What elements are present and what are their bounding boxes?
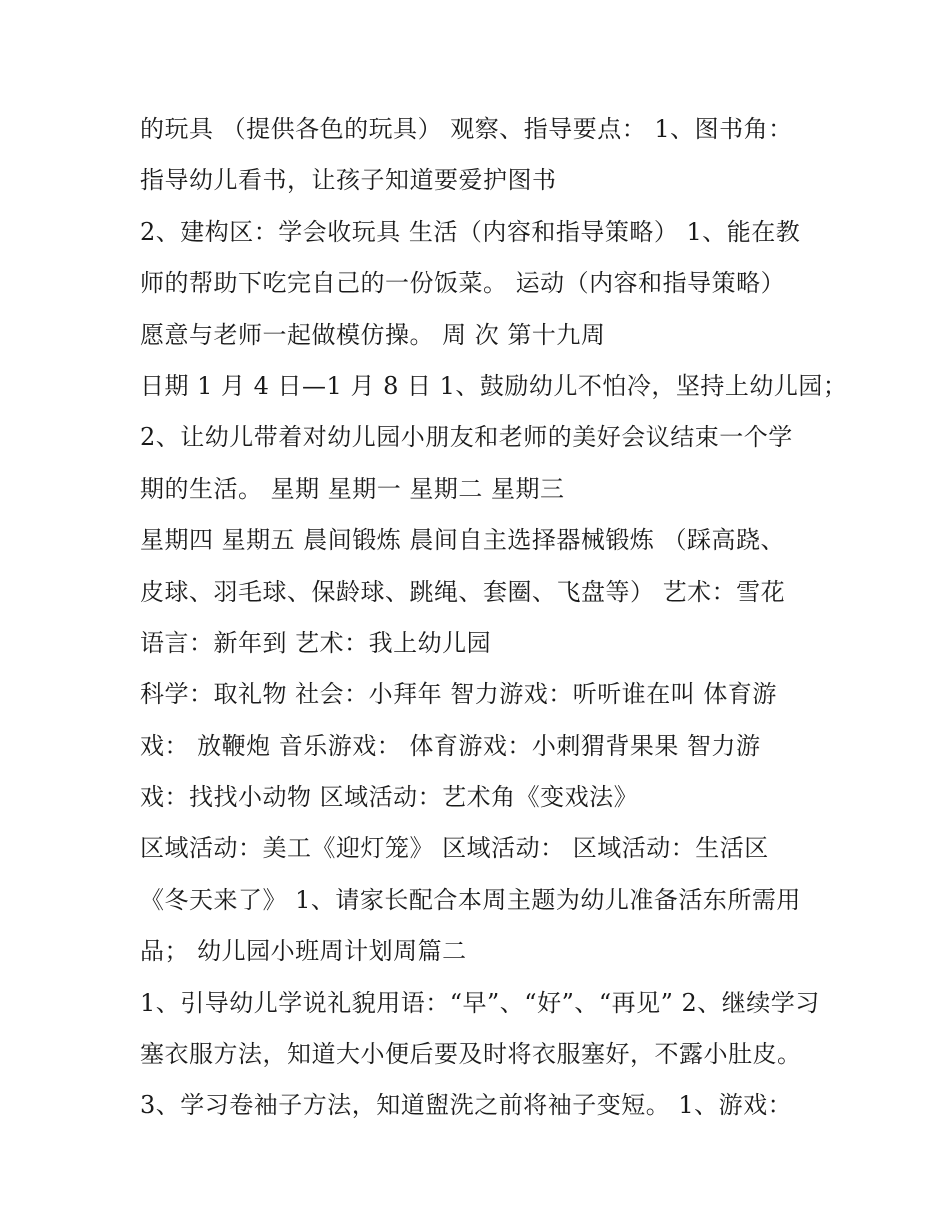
text-line: 《冬天来了》 1、请家长配合本周主题为幼儿准备活东所需用	[140, 885, 801, 914]
text-line: 指导幼儿看书，让孩子知道要爱护图书	[140, 166, 557, 195]
text-line: 1、引导幼儿学说礼貌用语：“早”、“好”、“再见” 2、继续学习	[140, 988, 820, 1017]
text-line: 2、让幼儿带着对幼儿园小朋友和老师的美好会议结束一个学	[140, 423, 793, 452]
text-line: 塞衣服方法，知道大小便后要及时将衣服塞好，不露小肚皮。	[140, 1040, 802, 1069]
text-line: 区域活动：美工《迎灯笼》 区域活动： 区域活动：生活区	[140, 834, 769, 863]
text-line: 愿意与老师一起做模仿操。 周 次 第十九周	[140, 320, 606, 349]
text-line: 的玩具 （提供各色的玩具） 观察、指导要点： 1、图书角：	[140, 115, 793, 143]
text-line: 师的帮助下吃完自己的一份饭菜。 运动（内容和指导策略）	[140, 269, 786, 298]
text-line: 2、建构区：学会收玩具 生活（内容和指导策略） 1、能在教	[140, 217, 801, 246]
document-body	[140, 104, 848, 1132]
text-line: 皮球、羽毛球、保龄球、跳绳、套圈、飞盘等） 艺术：雪花	[140, 577, 786, 606]
text-line: 期的生活。 星期 星期一 星期二 星期三	[140, 474, 565, 503]
text-line: 星期四 星期五 晨间锻炼 晨间自主选择器械锻炼 （踩高跷、	[140, 526, 786, 555]
text-line: 戏：找找小动物 区域活动：艺术角《变戏法》	[140, 783, 639, 812]
text-line: 语言：新年到 艺术：我上幼儿园	[140, 628, 492, 657]
text-line: 科学：取礼物 社会：小拜年 智力游戏：听听谁在叫 体育游	[140, 680, 777, 709]
text-line: 3、学习卷袖子方法，知道盥洗之前将袖子变短。 1、游戏：	[140, 1091, 793, 1120]
text-line: 品； 幼儿园小班周计划周篇二	[140, 937, 467, 966]
text-line: 日期 1 月 4 日—1 月 8 日 1、鼓励幼儿不怕冷，坚持上幼儿园；	[140, 371, 848, 400]
text-line: 戏： 放鞭炮 音乐游戏： 体育游戏：小刺猬背果果 智力游	[140, 731, 761, 760]
